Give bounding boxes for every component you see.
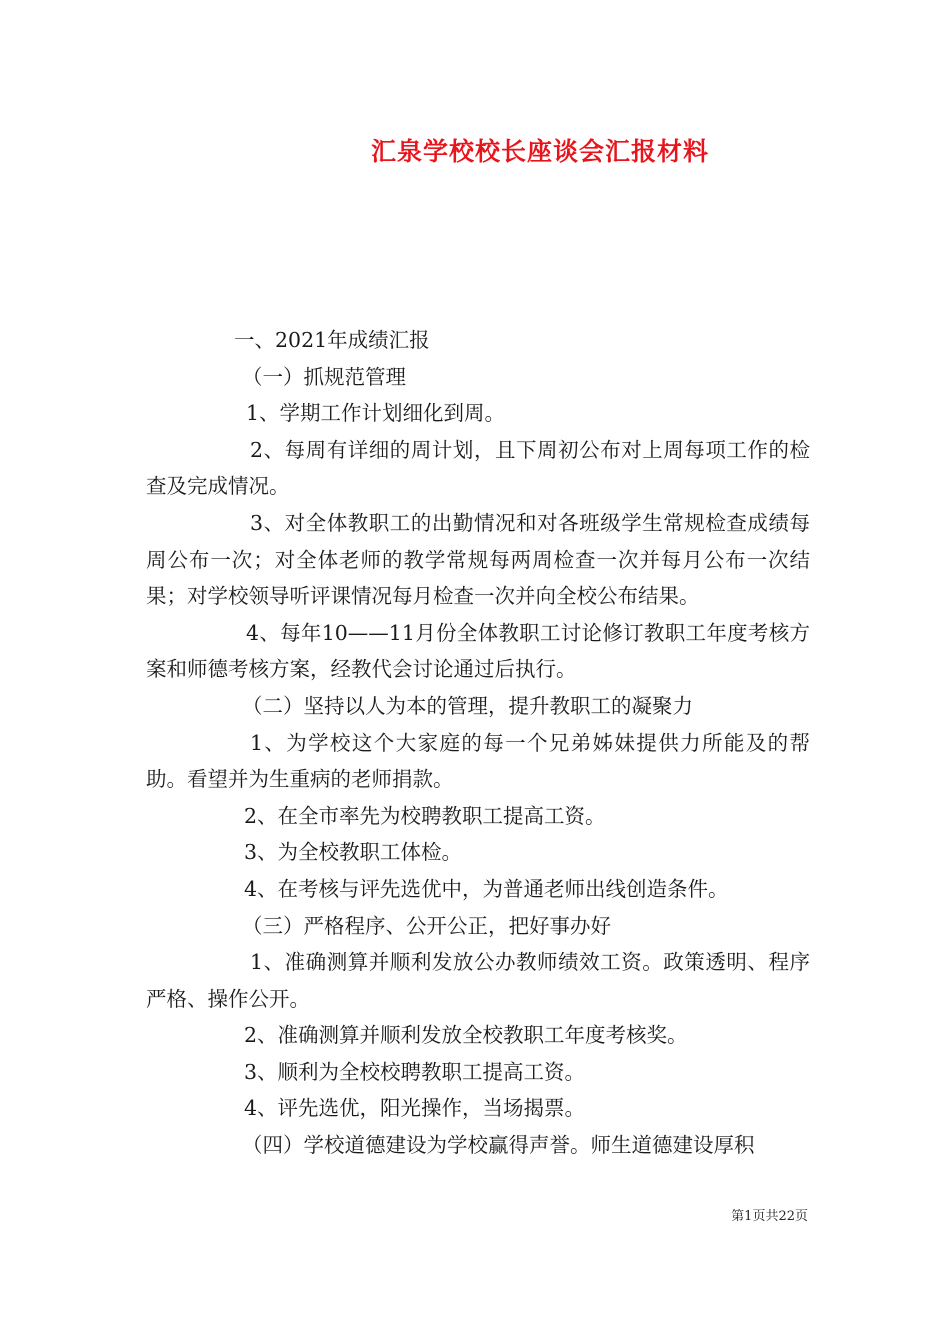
paragraph-2-4: 4、在考核与评先选优中，为普通老师出线创造条件。 [244, 876, 729, 901]
section-heading-1: 一、2021年成绩汇报 [234, 328, 430, 352]
paragraph-2-3: 3、为全校教职工体检。 [244, 840, 463, 865]
paragraph-3-4: 4、评先选优，阳光操作，当场揭票。 [244, 1096, 586, 1121]
paragraph-2-2: 2、在全市率先为校聘教职工提高工资。 [244, 803, 606, 828]
paragraph-3-2: 2、准确测算并顺利发放全校教职工年度考核奖。 [244, 1023, 688, 1048]
subsection-heading-1: （一）抓规范管理 [242, 364, 406, 389]
subsection-heading-3: （三）严格程序、公开公正，把好事办好 [242, 913, 611, 938]
paragraph-1-4: 4、每年10——11月份全体教职工讨论修订教职工年度考核方案和师德考核方案，经教代会讨论通过后执行。 [146, 620, 810, 682]
subsection-heading-2: （二）坚持以人为本的管理，提升教职工的凝聚力 [242, 693, 693, 718]
paragraph-1-2: 2、每周有详细的周计划，且下周初公布对上周每项工作的检查及完成情况。 [146, 437, 810, 499]
paragraph-1-1: 1、学期工作计划细化到周。 [246, 401, 506, 426]
page-number-footer: 第1页共22页 [731, 1209, 808, 1224]
subsection-heading-4: （四）学校道德建设为学校赢得声誉。师生道德建设厚积 [242, 1133, 755, 1158]
paragraph-3-1: 1、准确测算并顺利发放公办教师绩效工资。政策透明、程序严格、操作公开。 [146, 950, 810, 1011]
paragraph-1-3: 3、对全体教职工的出勤情况和对各班级学生常规检查成绩每周公布一次；对全体老师的教学常规每两周检查一次并每月公布一次结果；对学校领导听评课情况每月检查一次并向全校公布结果。 [146, 510, 810, 609]
paragraph-3-3: 3、顺利为全校校聘教职工提高工资。 [244, 1059, 586, 1084]
document-title: 汇泉学校校长座谈会汇报材料 [370, 137, 709, 166]
document-body [146, 322, 810, 1164]
paragraph-2-1: 1、为学校这个大家庭的每一个兄弟姊妹提供力所能及的帮助。看望并为生重病的老师捐款。 [146, 730, 810, 792]
